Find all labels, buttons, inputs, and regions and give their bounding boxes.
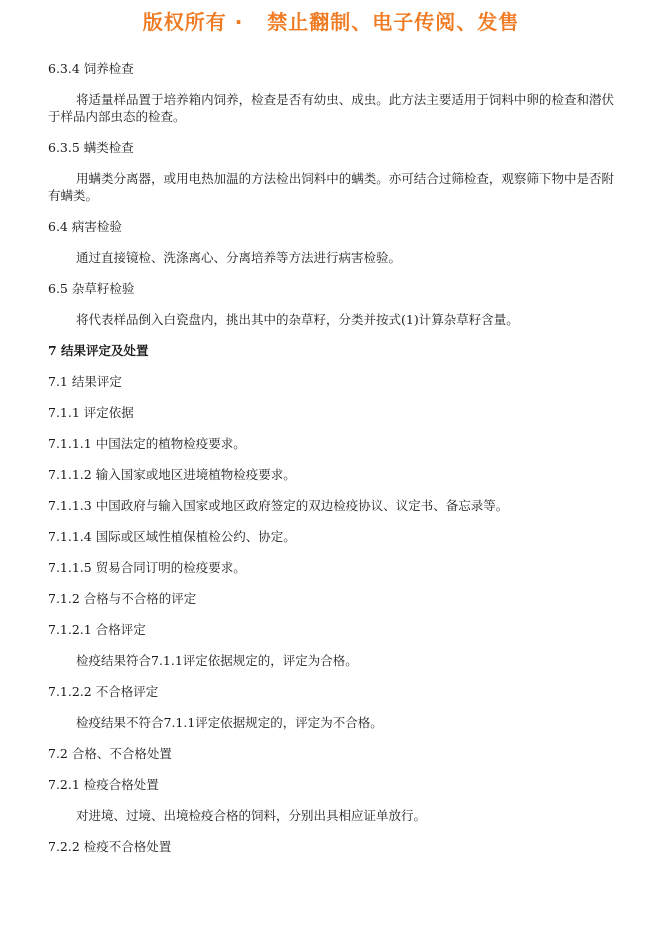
item-7-1-1-4: 7.1.1.4 国际或区域性植保植检公约、协定。	[48, 529, 296, 544]
paragraph-weed-seed-check: 将代表样品倒入白瓷盘内，挑出其中的杂草籽，分类并按式(1)计算杂草籽含量。	[76, 312, 519, 327]
heading-7-1-2-1: 7.1.2.1 合格评定	[48, 622, 146, 637]
item-7-1-1-1: 7.1.1.1 中国法定的植物检疫要求。	[48, 436, 246, 451]
paragraph-pass-handling: 对进境、过境、出境检疫合格的饲料，分别出具相应证单放行。	[76, 808, 427, 823]
item-7-1-1-5: 7.1.1.5 贸易合同订明的检疫要求。	[48, 560, 246, 575]
heading-6-5: 6.5 杂草籽检验	[48, 281, 135, 296]
heading-7-1-2-2: 7.1.2.2 不合格评定	[48, 684, 159, 699]
paragraph-fail-evaluation: 检疫结果不符合7.1.1评定依据规定的，评定为不合格。	[76, 715, 383, 730]
copyright-watermark: 版权所有 · 禁止翻制、电子传阅、发售	[142, 10, 520, 34]
item-7-1-1-3: 7.1.1.3 中国政府与输入国家或地区政府签定的双边检疫协议、议定书、备忘录等。	[48, 498, 509, 513]
heading-7-2-2: 7.2.2 检疫不合格处置	[48, 839, 172, 854]
heading-7: 7 结果评定及处置	[48, 343, 149, 358]
item-7-1-1-2: 7.1.1.2 输入国家或地区进境植物检疫要求。	[48, 467, 296, 482]
heading-6-4: 6.4 病害检验	[48, 219, 122, 234]
heading-7-1: 7.1 结果评定	[48, 374, 122, 389]
paragraph-rearing-check: 将适量样品置于培养箱内饲养，检查是否有幼虫、成虫。此方法主要适用于饲料中卵的检查和潜伏于样品内部虫态的检查。	[48, 92, 614, 124]
document-body	[48, 60, 614, 869]
heading-7-1-1: 7.1.1 评定依据	[48, 405, 134, 420]
heading-7-2-1: 7.2.1 检疫合格处置	[48, 777, 159, 792]
heading-7-1-2: 7.1.2 合格与不合格的评定	[48, 591, 197, 606]
heading-6-3-4: 6.3.4 饲养检查	[48, 61, 134, 76]
paragraph-mite-check: 用螨类分离器，或用电热加温的方法检出饲料中的螨类。亦可结合过筛检查，观察筛下物中是否附有螨类。	[48, 171, 614, 203]
heading-6-3-5: 6.3.5 螨类检查	[48, 140, 134, 155]
paragraph-pass-evaluation: 检疫结果符合7.1.1评定依据规定的，评定为合格。	[76, 653, 358, 668]
heading-7-2: 7.2 合格、不合格处置	[48, 746, 172, 761]
paragraph-disease-check: 通过直接镜检、洗涤离心、分离培养等方法进行病害检验。	[76, 250, 402, 265]
